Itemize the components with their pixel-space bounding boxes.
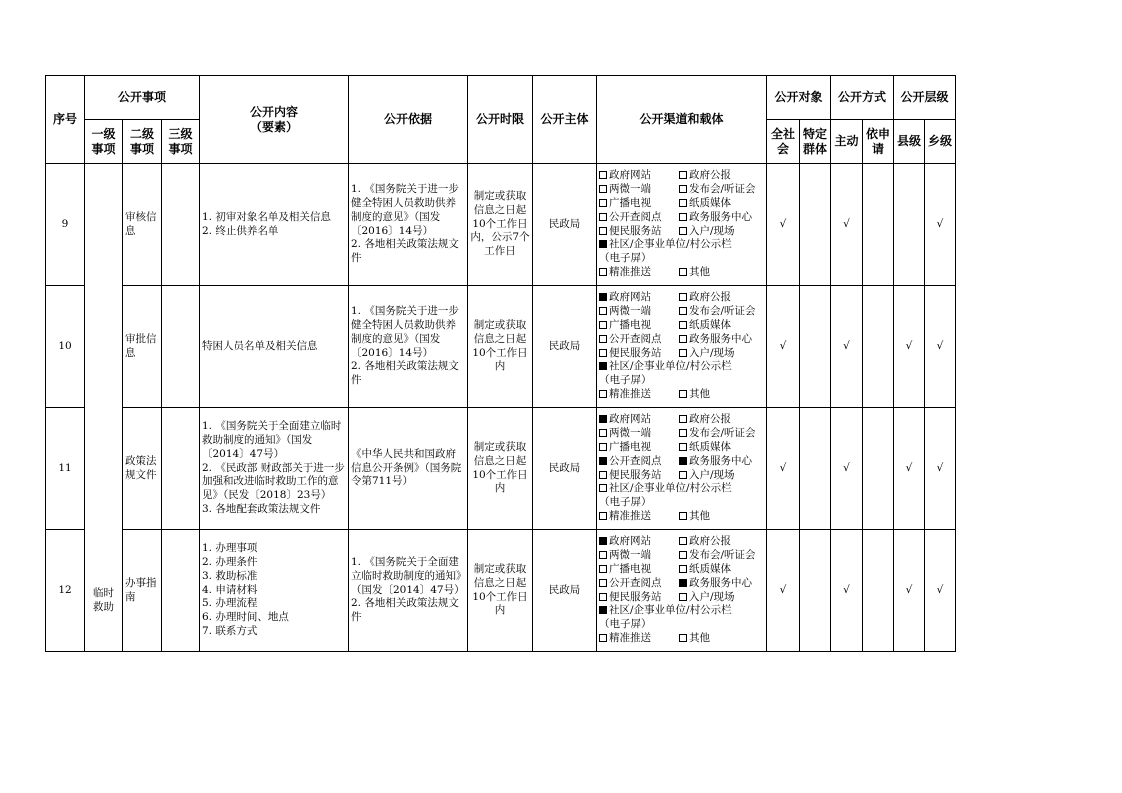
channel-item: 政务服务中心 (679, 211, 759, 225)
header-level-town: 乡级 (925, 120, 956, 164)
level3-cell (162, 164, 200, 286)
unchecked-box-icon (599, 484, 607, 492)
channel-line (599, 469, 764, 483)
checked-box-icon (599, 240, 607, 248)
row-number: 11 (46, 408, 85, 530)
unchecked-box-icon (599, 565, 607, 573)
level2-label: 办事指南 (125, 576, 157, 603)
channel-item: 入户/现场 (679, 469, 759, 483)
target-specific-mark (800, 286, 831, 408)
subject-cell: 民政局 (533, 408, 597, 530)
channel-item: 政府网站 (599, 413, 679, 427)
channel-item: （电子屏） (599, 252, 652, 265)
channel-item: 发布会/听证会 (679, 549, 759, 563)
channel-line (599, 225, 764, 239)
channel-line (599, 591, 764, 605)
unchecked-box-icon (679, 565, 687, 573)
channel-item: 广播电视 (599, 197, 679, 211)
channel-line (599, 211, 764, 225)
channel-line (599, 291, 764, 305)
unchecked-box-icon (599, 471, 607, 479)
header-target: 公开对象 (767, 76, 831, 120)
content-line: 2. 《民政部 财政部关于进一步加强和改进临时救助工作的意见》（民发〔2018〕23号） (202, 461, 345, 502)
channel-line (599, 169, 764, 183)
channel-line (599, 441, 764, 455)
checked-box-icon (599, 293, 607, 301)
channel-item: 其他 (679, 266, 759, 280)
level-county-mark (894, 164, 925, 286)
channel-line (599, 535, 764, 549)
content-line: 6. 办理时间、地点 (202, 611, 289, 624)
channel-item: 公开查阅点 (599, 211, 679, 225)
header-content-label: 公开内容（要素） (249, 104, 298, 134)
header-method: 公开方式 (831, 76, 894, 120)
time-limit-cell: 制定或获取信息之日起10个工作日内 (468, 408, 533, 530)
method-active-mark: √ (831, 530, 863, 652)
channel-line (599, 360, 764, 374)
channel-item: 社区/企事业单位/村公示栏 (599, 482, 679, 496)
channel-item: 社区/企事业单位/村公示栏 (599, 604, 679, 618)
channel-item: 政府网站 (599, 535, 679, 549)
unchecked-box-icon (599, 390, 607, 398)
channel-item: 精准推送 (599, 388, 679, 402)
unchecked-box-icon (679, 512, 687, 520)
channel-item: 公开查阅点 (599, 577, 679, 591)
basis-line: 1. 《国务院关于进一步健全特困人员救助供养制度的意见》（国发〔2016〕14号） (351, 304, 459, 359)
unchecked-box-icon (679, 185, 687, 193)
unchecked-box-icon (679, 199, 687, 207)
channel-item: 政府网站 (599, 291, 679, 305)
unchecked-box-icon (599, 429, 607, 437)
channel-item: 公开查阅点 (599, 455, 679, 469)
basis-line: 1. 《国务院关于进一步健全特困人员救助供养制度的意见》（国发〔2016〕14号） (351, 182, 459, 237)
unchecked-box-icon (679, 551, 687, 559)
level3-cell (162, 286, 200, 408)
content-cell (200, 164, 349, 286)
unchecked-box-icon (679, 268, 687, 276)
table-row (46, 286, 956, 408)
unchecked-box-icon (599, 171, 607, 179)
header-level3-label: 三级事项 (168, 126, 193, 156)
unchecked-box-icon (599, 335, 607, 343)
channel-item: 便民服务站 (599, 225, 679, 239)
header-target-all (767, 120, 800, 164)
method-active-mark: √ (831, 286, 863, 408)
header-level2 (123, 120, 162, 164)
header-level1 (85, 120, 123, 164)
target-all-mark: √ (767, 286, 800, 408)
unchecked-box-icon (599, 213, 607, 221)
time-limit-cell: 制定或获取信息之日起10个工作日内 (468, 286, 533, 408)
unchecked-box-icon (679, 307, 687, 315)
header-time-limit: 公开时限 (468, 76, 533, 164)
checked-box-icon (679, 457, 687, 465)
header-level1-label: 一级事项 (91, 126, 116, 156)
method-request-mark (863, 408, 894, 530)
header-subject: 公开主体 (533, 76, 597, 164)
header-method-request-label: 依申请 (865, 126, 890, 156)
target-all-mark: √ (767, 408, 800, 530)
unchecked-box-icon (599, 551, 607, 559)
level2-cell (123, 530, 162, 652)
channel-item: （电子屏） (599, 374, 652, 387)
method-request-mark (863, 164, 894, 286)
basis-line: 2. 各地相关政策法规文件 (351, 597, 459, 624)
header-content (200, 76, 349, 164)
channel-item: 便民服务站 (599, 591, 679, 605)
channel-item: 便民服务站 (599, 469, 679, 483)
unchecked-box-icon (679, 321, 687, 329)
channel-line (599, 347, 764, 361)
unchecked-box-icon (679, 593, 687, 601)
channel-item: 发布会/听证会 (679, 305, 759, 319)
unchecked-box-icon (599, 593, 607, 601)
unchecked-box-icon (679, 537, 687, 545)
content-line: 2. 终止供养名单 (202, 224, 279, 237)
channel-line (599, 604, 764, 618)
level-county-mark: √ (894, 530, 925, 652)
unchecked-box-icon (599, 443, 607, 451)
header-channels: 公开渠道和载体 (597, 76, 767, 164)
channel-item: （电子屏） (599, 496, 652, 509)
row-number: 9 (46, 164, 85, 286)
level-town-mark: √ (925, 164, 956, 286)
method-active-mark: √ (831, 164, 863, 286)
unchecked-box-icon (679, 390, 687, 398)
channel-line (599, 266, 764, 280)
basis-cell (349, 286, 468, 408)
unchecked-box-icon (679, 213, 687, 221)
channel-line (599, 305, 764, 319)
channel-item: 社区/企事业单位/村公示栏 (599, 360, 679, 374)
header-level-county: 县级 (894, 120, 925, 164)
channels-cell (597, 164, 767, 286)
unchecked-box-icon (679, 171, 687, 179)
header-target-specific (800, 120, 831, 164)
channel-item: 两微一端 (599, 549, 679, 563)
table-row (46, 408, 956, 530)
header-method-request (863, 120, 894, 164)
unchecked-box-icon (679, 415, 687, 423)
checked-box-icon (599, 362, 607, 370)
basis-line: 《中华人民共和国政府信息公开条例》（国务院令第711号） (351, 447, 462, 488)
unchecked-box-icon (599, 512, 607, 520)
content-line: 3. 各地配套政策法规文件 (202, 503, 321, 516)
channel-item: 便民服务站 (599, 347, 679, 361)
channel-line (599, 632, 764, 646)
unchecked-box-icon (679, 293, 687, 301)
channel-item: 纸质媒体 (679, 197, 759, 211)
channel-item: 政府网站 (599, 169, 679, 183)
level-town-mark: √ (925, 408, 956, 530)
channel-item: 政府公报 (679, 413, 759, 427)
channel-item: 政务服务中心 (679, 577, 759, 591)
checked-box-icon (599, 415, 607, 423)
channel-item: 精准推送 (599, 266, 679, 280)
channel-line (599, 413, 764, 427)
channel-item: 公开查阅点 (599, 333, 679, 347)
content-line: 1. 《国务院关于全面建立临时救助制度的通知》（国发〔2014〕47号） (202, 419, 342, 460)
channels-cell (597, 408, 767, 530)
unchecked-box-icon (599, 199, 607, 207)
channel-line (599, 427, 764, 441)
level1-label: 临时救助 (93, 587, 114, 614)
table-body (46, 164, 956, 652)
unchecked-box-icon (599, 268, 607, 276)
subject-cell: 民政局 (533, 530, 597, 652)
row-number: 10 (46, 286, 85, 408)
channel-item: 入户/现场 (679, 591, 759, 605)
time-limit-cell: 制定或获取信息之日起10个工作日内 (468, 530, 533, 652)
level-county-mark: √ (894, 408, 925, 530)
header-level: 公开层级 (894, 76, 956, 120)
disclosure-table (45, 75, 956, 652)
channel-item: 其他 (679, 510, 759, 524)
level2-label: 审核信息 (125, 210, 157, 237)
channel-line (599, 563, 764, 577)
content-line: 特困人员名单及相关信息 (202, 339, 318, 352)
content-line: 1. 办理事项 (202, 541, 258, 554)
checked-box-icon (599, 537, 607, 545)
content-line: 2. 办理条件 (202, 555, 258, 568)
target-specific-mark (800, 164, 831, 286)
subject-cell: 民政局 (533, 286, 597, 408)
channel-line (599, 455, 764, 469)
header-level3 (162, 120, 200, 164)
channel-item: 入户/现场 (679, 225, 759, 239)
channel-line (599, 482, 764, 496)
unchecked-box-icon (599, 227, 607, 235)
channel-item: 政务服务中心 (679, 455, 759, 469)
header-items: 公开事项 (85, 76, 200, 120)
basis-cell (349, 164, 468, 286)
method-active-mark: √ (831, 408, 863, 530)
unchecked-box-icon (679, 335, 687, 343)
channel-item: 广播电视 (599, 563, 679, 577)
table-row (46, 164, 956, 286)
channel-line (599, 197, 764, 211)
unchecked-box-icon (679, 471, 687, 479)
unchecked-box-icon (679, 349, 687, 357)
channel-line (599, 549, 764, 563)
channel-line (599, 618, 764, 632)
row-number: 12 (46, 530, 85, 652)
basis-line: 2. 各地相关政策法规文件 (351, 238, 459, 265)
checked-box-icon (599, 457, 607, 465)
target-specific-mark (800, 530, 831, 652)
level2-label: 审批信息 (125, 332, 157, 359)
channel-line (599, 333, 764, 347)
level-town-mark: √ (925, 286, 956, 408)
channel-item: 其他 (679, 632, 759, 646)
unchecked-box-icon (599, 349, 607, 357)
checked-box-icon (679, 579, 687, 587)
target-all-mark: √ (767, 530, 800, 652)
level2-cell (123, 286, 162, 408)
header-basis: 公开依据 (349, 76, 468, 164)
target-specific-mark (800, 408, 831, 530)
basis-cell (349, 530, 468, 652)
channel-item: 两微一端 (599, 183, 679, 197)
header-method-active: 主动 (831, 120, 863, 164)
channel-line (599, 510, 764, 524)
channel-item: 两微一端 (599, 427, 679, 441)
content-line: 1. 初审对象名单及相关信息 (202, 210, 331, 223)
channel-item: 其他 (679, 388, 759, 402)
basis-cell (349, 408, 468, 530)
channel-item: 广播电视 (599, 441, 679, 455)
channel-line (599, 319, 764, 333)
checked-box-icon (599, 606, 607, 614)
channel-item: 精准推送 (599, 510, 679, 524)
content-line: 7. 联系方式 (202, 625, 258, 638)
unchecked-box-icon (599, 321, 607, 329)
channel-line (599, 496, 764, 510)
header-level2-label: 二级事项 (129, 126, 154, 156)
channel-line (599, 577, 764, 591)
unchecked-box-icon (599, 634, 607, 642)
channel-item: 入户/现场 (679, 347, 759, 361)
channel-item: 纸质媒体 (679, 563, 759, 577)
channel-item: 两微一端 (599, 305, 679, 319)
channel-item: 纸质媒体 (679, 319, 759, 333)
unchecked-box-icon (679, 634, 687, 642)
channel-line (599, 238, 764, 252)
channel-item: 发布会/听证会 (679, 183, 759, 197)
level3-cell (162, 530, 200, 652)
channel-line (599, 183, 764, 197)
level3-cell (162, 408, 200, 530)
content-line: 4. 申请材料 (202, 583, 258, 596)
unchecked-box-icon (679, 429, 687, 437)
unchecked-box-icon (599, 185, 607, 193)
channel-item: 社区/企事业单位/村公示栏 (599, 238, 679, 252)
basis-line: 2. 各地相关政策法规文件 (351, 360, 459, 387)
level-town-mark: √ (925, 530, 956, 652)
unchecked-box-icon (599, 307, 607, 315)
channel-line (599, 388, 764, 402)
table-row (46, 530, 956, 652)
content-cell (200, 408, 349, 530)
method-request-mark (863, 530, 894, 652)
channel-item: 纸质媒体 (679, 441, 759, 455)
level2-cell (123, 164, 162, 286)
channel-item: 政府公报 (679, 535, 759, 549)
channel-line (599, 252, 764, 266)
channel-line (599, 374, 764, 388)
channels-cell (597, 530, 767, 652)
content-cell (200, 530, 349, 652)
basis-line: 1. 《国务院关于全面建立临时救助制度的通知》（国发〔2014〕47号） (351, 555, 465, 596)
level-county-mark: √ (894, 286, 925, 408)
level1-cell (85, 164, 123, 652)
channel-item: 精准推送 (599, 632, 679, 646)
content-line: 3. 救助标准 (202, 569, 258, 582)
channel-item: 政府公报 (679, 169, 759, 183)
unchecked-box-icon (679, 443, 687, 451)
header-seq: 序号 (46, 76, 85, 164)
header-target-all-label: 全社会 (770, 126, 795, 156)
channel-item: 政务服务中心 (679, 333, 759, 347)
level2-cell (123, 408, 162, 530)
channels-cell (597, 286, 767, 408)
content-cell (200, 286, 349, 408)
header-target-specific-label: 特定群体 (802, 126, 827, 156)
unchecked-box-icon (599, 579, 607, 587)
unchecked-box-icon (679, 227, 687, 235)
target-all-mark: √ (767, 164, 800, 286)
channel-item: 发布会/听证会 (679, 427, 759, 441)
method-request-mark (863, 286, 894, 408)
subject-cell: 民政局 (533, 164, 597, 286)
channel-item: 广播电视 (599, 319, 679, 333)
content-line: 5. 办理流程 (202, 597, 258, 610)
time-limit-cell: 制定或获取信息之日起10个工作日内，公示7个工作日 (468, 164, 533, 286)
level2-label: 政策法规文件 (125, 454, 157, 481)
channel-item: 政府公报 (679, 291, 759, 305)
channel-item: （电子屏） (599, 618, 652, 631)
